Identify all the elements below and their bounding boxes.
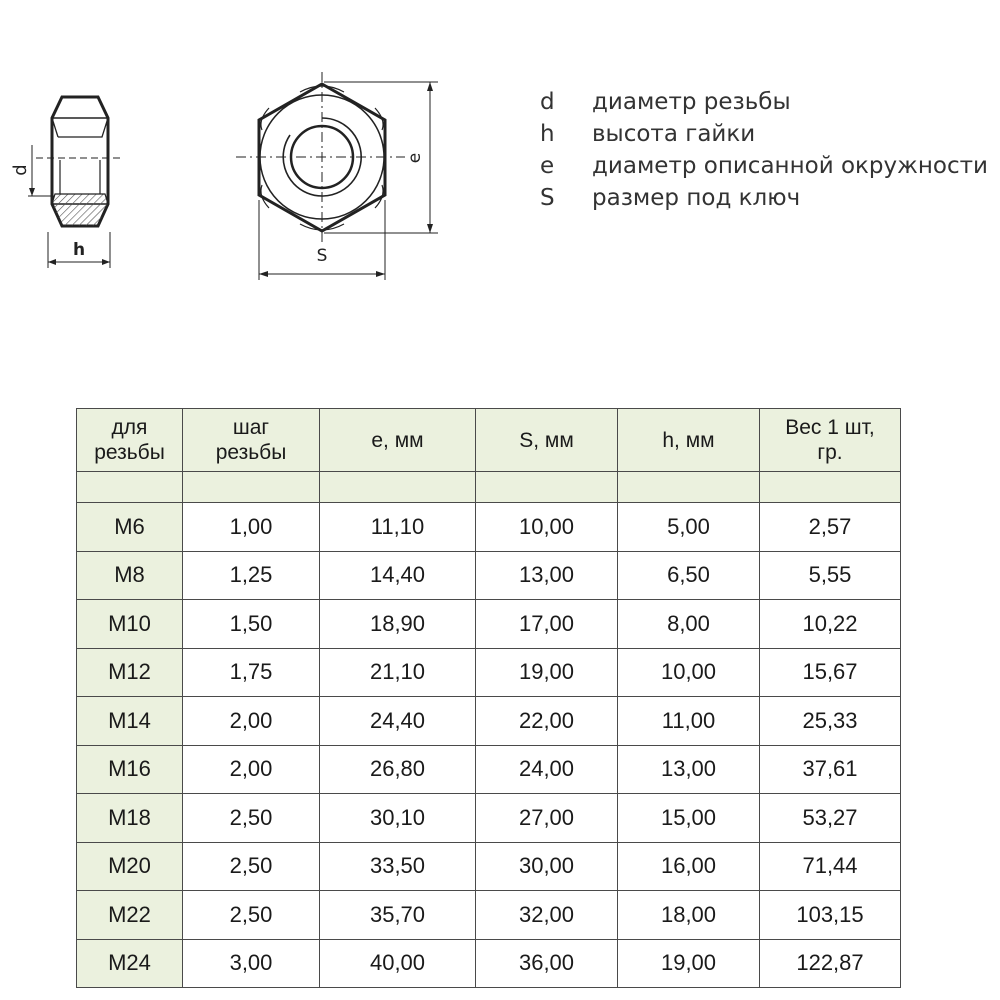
cell-h: 10,00 (618, 648, 760, 697)
cell-h: 6,50 (618, 551, 760, 600)
header-weight (760, 409, 901, 472)
table-row (77, 600, 901, 649)
table-row (77, 648, 901, 697)
cell-thread: M8 (77, 551, 183, 600)
legend-row-e (540, 150, 988, 182)
cell-h: 11,00 (618, 697, 760, 746)
cell-thread: M22 (77, 891, 183, 940)
cell-thread: M16 (77, 745, 183, 794)
legend-symbol: S (540, 185, 555, 211)
header-thread-line2: резьбы (94, 441, 165, 464)
legend-text: размер под ключ (592, 185, 801, 211)
cell-e: 14,40 (320, 551, 476, 600)
table-row (77, 551, 901, 600)
cell-pitch: 2,50 (183, 794, 320, 843)
header-pitch-line2: резьбы (215, 441, 287, 464)
cell-h: 16,00 (618, 842, 760, 891)
cell-pitch: 2,00 (183, 697, 320, 746)
cell-weight: 71,44 (760, 842, 901, 891)
cell-e: 21,10 (320, 648, 476, 697)
cell-s: 17,00 (476, 600, 618, 649)
cell-weight: 2,57 (760, 503, 901, 552)
cell-weight: 10,22 (760, 600, 901, 649)
cell-weight: 103,15 (760, 891, 901, 940)
legend-row-h (540, 118, 988, 150)
cell-s: 22,00 (476, 697, 618, 746)
table-row (77, 939, 901, 988)
cell-h: 18,00 (618, 891, 760, 940)
cell-thread: M14 (77, 697, 183, 746)
cell-weight: 25,33 (760, 697, 901, 746)
cell-weight: 122,87 (760, 939, 901, 988)
table-header (77, 409, 901, 503)
cell-weight: 15,67 (760, 648, 901, 697)
cell-s: 30,00 (476, 842, 618, 891)
cell-pitch: 3,00 (183, 939, 320, 988)
cell-s: 10,00 (476, 503, 618, 552)
header-weight-line2: гр. (817, 441, 843, 464)
table-row (77, 794, 901, 843)
nut-dimensions-table (76, 408, 901, 988)
cell-h: 13,00 (618, 745, 760, 794)
legend-row-d (540, 86, 988, 118)
legend-text: диаметр описанной окружности (592, 153, 988, 179)
dim-s-label: S (316, 246, 328, 266)
cell-s: 13,00 (476, 551, 618, 600)
cell-pitch: 1,25 (183, 551, 320, 600)
header-h: h, мм (618, 409, 760, 472)
cell-thread: M24 (77, 939, 183, 988)
cell-thread: M20 (77, 842, 183, 891)
dimension-legend (540, 86, 988, 214)
cell-s: 32,00 (476, 891, 618, 940)
cell-e: 30,10 (320, 794, 476, 843)
legend-row-s (540, 182, 988, 214)
header-pitch (183, 409, 320, 472)
cell-e: 24,40 (320, 697, 476, 746)
cell-weight: 53,27 (760, 794, 901, 843)
dim-h-label: h (72, 240, 86, 260)
cell-h: 15,00 (618, 794, 760, 843)
header-thread-line1: для (111, 416, 148, 439)
table-row (77, 697, 901, 746)
legend-symbol: h (540, 121, 555, 147)
cell-pitch: 1,75 (183, 648, 320, 697)
cell-h: 19,00 (618, 939, 760, 988)
legend-symbol: d (540, 89, 555, 115)
legend-text: диаметр резьбы (592, 89, 791, 115)
cell-e: 26,80 (320, 745, 476, 794)
cell-thread: M12 (77, 648, 183, 697)
header-pitch-line1: шаг (232, 416, 270, 439)
cell-thread: M18 (77, 794, 183, 843)
table-body (77, 503, 901, 988)
cell-e: 11,10 (320, 503, 476, 552)
table-row (77, 745, 901, 794)
table-row (77, 503, 901, 552)
cell-pitch: 2,50 (183, 842, 320, 891)
cell-s: 19,00 (476, 648, 618, 697)
cell-pitch: 1,50 (183, 600, 320, 649)
header-row (77, 409, 901, 472)
cell-thread: M6 (77, 503, 183, 552)
cell-h: 5,00 (618, 503, 760, 552)
header-thread (77, 409, 183, 472)
header-spacer-row (77, 472, 901, 503)
header-weight-line1: Вес 1 шт, (785, 416, 875, 439)
cell-e: 40,00 (320, 939, 476, 988)
cell-weight: 37,61 (760, 745, 901, 794)
cell-e: 33,50 (320, 842, 476, 891)
cell-pitch: 2,50 (183, 891, 320, 940)
cell-s: 36,00 (476, 939, 618, 988)
cell-s: 27,00 (476, 794, 618, 843)
table-row (77, 891, 901, 940)
table-row (77, 842, 901, 891)
cell-s: 24,00 (476, 745, 618, 794)
header-e: e, мм (320, 409, 476, 472)
legend-symbol: e (540, 153, 555, 179)
cell-pitch: 2,00 (183, 745, 320, 794)
cell-pitch: 1,00 (183, 503, 320, 552)
dim-d-label: d (10, 164, 31, 176)
dim-e-label: e (405, 152, 425, 164)
header-s: S, мм (476, 409, 618, 472)
cell-thread: M10 (77, 600, 183, 649)
cell-e: 35,70 (320, 891, 476, 940)
cell-h: 8,00 (618, 600, 760, 649)
nut-front-view (236, 72, 438, 280)
cell-weight: 5,55 (760, 551, 901, 600)
cell-e: 18,90 (320, 600, 476, 649)
legend-text: высота гайки (592, 121, 756, 147)
